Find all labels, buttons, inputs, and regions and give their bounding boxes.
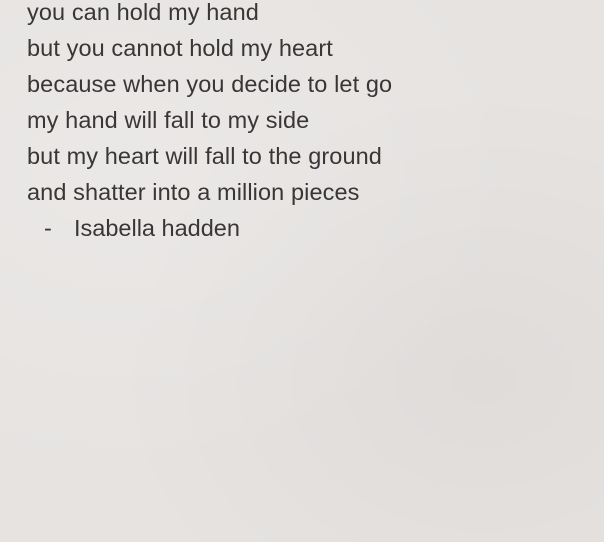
signature-dash: - — [44, 215, 52, 241]
poem-line-6: and shatter into a million pieces — [27, 179, 360, 205]
poem-line-3: because when you decide to let go — [27, 71, 393, 97]
poem-line-4: my hand will fall to my side — [27, 107, 310, 133]
poem-text — [27, 0, 392, 246]
poem-signature — [27, 210, 392, 246]
author-name: Isabella hadden — [74, 215, 240, 241]
poem-line-1: you can hold my hand — [27, 0, 259, 25]
poem-line-2: but you cannot hold my heart — [27, 35, 333, 61]
poem-line-5: but my heart will fall to the ground — [27, 143, 382, 169]
